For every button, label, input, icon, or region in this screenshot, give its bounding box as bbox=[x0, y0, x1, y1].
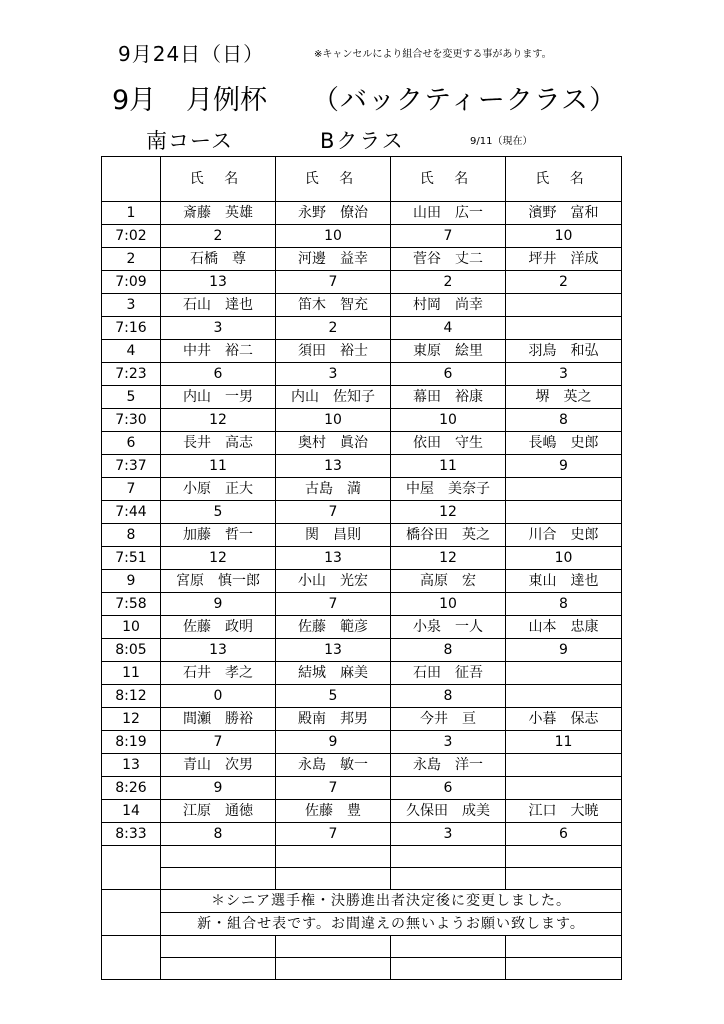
player-handicap: 8 bbox=[391, 685, 506, 708]
group-handicap-row bbox=[102, 317, 622, 340]
player-name: 江口 大暁 bbox=[506, 800, 622, 823]
tee-time: 8:26 bbox=[102, 777, 161, 800]
group-number: 4 bbox=[102, 340, 161, 363]
player-handicap: 9 bbox=[161, 777, 276, 800]
player-handicap: 7 bbox=[391, 225, 506, 248]
player-handicap: 4 bbox=[391, 317, 506, 340]
player-handicap: 11 bbox=[506, 731, 622, 754]
tee-time: 7:58 bbox=[102, 593, 161, 616]
tee-time: 7:23 bbox=[102, 363, 161, 386]
group-number: 12 bbox=[102, 708, 161, 731]
tee-time: 7:02 bbox=[102, 225, 161, 248]
group-number: 6 bbox=[102, 432, 161, 455]
player-name: 長嶋 史郎 bbox=[506, 432, 622, 455]
player-handicap: 9 bbox=[276, 731, 391, 754]
group-handicap-row bbox=[102, 685, 622, 708]
group-name-row bbox=[102, 616, 622, 639]
tee-time: 7:30 bbox=[102, 409, 161, 432]
group-number: 1 bbox=[102, 202, 161, 225]
cancellation-notice: ※キャンセルにより組合せを変更する事があります。 bbox=[314, 49, 552, 60]
player-name: 殿南 邦男 bbox=[276, 708, 391, 731]
player-name bbox=[506, 662, 622, 685]
empty-cell bbox=[161, 868, 276, 890]
player-name: 間瀬 勝裕 bbox=[161, 708, 276, 731]
group-number: 10 bbox=[102, 616, 161, 639]
player-name: 斎藤 英雄 bbox=[161, 202, 276, 225]
player-handicap: 5 bbox=[276, 685, 391, 708]
group-number: 2 bbox=[102, 248, 161, 271]
player-name: 古島 満 bbox=[276, 478, 391, 501]
name-header: 氏 名 bbox=[506, 157, 622, 202]
player-name: 今井 亘 bbox=[391, 708, 506, 731]
player-name: 石橋 尊 bbox=[161, 248, 276, 271]
group-handicap-row bbox=[102, 271, 622, 294]
player-handicap: 5 bbox=[161, 501, 276, 524]
player-handicap: 10 bbox=[391, 409, 506, 432]
group-name-row bbox=[102, 800, 622, 823]
group-handicap-row bbox=[102, 639, 622, 662]
player-name: 川合 史郎 bbox=[506, 524, 622, 547]
player-name: 村岡 尚幸 bbox=[391, 294, 506, 317]
player-name: 笛木 智充 bbox=[276, 294, 391, 317]
player-handicap: 6 bbox=[391, 363, 506, 386]
player-name: 依田 守生 bbox=[391, 432, 506, 455]
player-name bbox=[506, 478, 622, 501]
player-handicap bbox=[506, 317, 622, 340]
player-name: 石井 孝之 bbox=[161, 662, 276, 685]
player-handicap: 8 bbox=[161, 823, 276, 846]
player-handicap: 3 bbox=[161, 317, 276, 340]
empty-row bbox=[102, 868, 622, 890]
player-handicap: 3 bbox=[506, 363, 622, 386]
group-handicap-row bbox=[102, 593, 622, 616]
player-name: 永島 洋一 bbox=[391, 754, 506, 777]
player-name: 羽鳥 和弘 bbox=[506, 340, 622, 363]
group-number: 7 bbox=[102, 478, 161, 501]
note-line-2: 新・組合せ表です。お間違えの無いようお願い致します。 bbox=[161, 913, 622, 936]
event-date: 9月24日（日） bbox=[118, 42, 265, 66]
empty-cell bbox=[161, 958, 276, 980]
player-handicap: 9 bbox=[506, 639, 622, 662]
player-handicap: 7 bbox=[161, 731, 276, 754]
player-name: 堺 英之 bbox=[506, 386, 622, 409]
group-number: 3 bbox=[102, 294, 161, 317]
player-name: 小山 光宏 bbox=[276, 570, 391, 593]
player-handicap: 13 bbox=[161, 271, 276, 294]
player-handicap: 12 bbox=[161, 409, 276, 432]
group-number: 14 bbox=[102, 800, 161, 823]
player-handicap: 7 bbox=[276, 593, 391, 616]
player-name: 内山 一男 bbox=[161, 386, 276, 409]
player-name: 濱野 富和 bbox=[506, 202, 622, 225]
player-name bbox=[506, 754, 622, 777]
group-handicap-row bbox=[102, 547, 622, 570]
group-name-row bbox=[102, 432, 622, 455]
pairings-table bbox=[101, 156, 622, 980]
player-handicap: 13 bbox=[276, 639, 391, 662]
empty-cell bbox=[276, 958, 391, 980]
player-handicap: 12 bbox=[161, 547, 276, 570]
group-handicap-row bbox=[102, 501, 622, 524]
tee-time: 7:09 bbox=[102, 271, 161, 294]
player-handicap: 10 bbox=[506, 547, 622, 570]
player-handicap: 9 bbox=[506, 455, 622, 478]
group-number: 8 bbox=[102, 524, 161, 547]
player-name: 内山 佐知子 bbox=[276, 386, 391, 409]
group-number: 13 bbox=[102, 754, 161, 777]
player-handicap: 3 bbox=[391, 823, 506, 846]
player-name: 山本 忠康 bbox=[506, 616, 622, 639]
title-class: （バックティークラス） bbox=[312, 85, 618, 116]
player-name: 東原 絵里 bbox=[391, 340, 506, 363]
player-handicap: 0 bbox=[161, 685, 276, 708]
player-name: 須田 裕士 bbox=[276, 340, 391, 363]
note-line-1: ＊シニア選手権・決勝進出者決定後に変更しました。 bbox=[161, 890, 622, 913]
player-name: 菅谷 丈二 bbox=[391, 248, 506, 271]
tee-time: 8:33 bbox=[102, 823, 161, 846]
player-handicap: 10 bbox=[391, 593, 506, 616]
player-handicap: 6 bbox=[391, 777, 506, 800]
player-name: 中井 裕二 bbox=[161, 340, 276, 363]
player-name: 河邊 益幸 bbox=[276, 248, 391, 271]
player-handicap bbox=[506, 501, 622, 524]
group-name-row bbox=[102, 386, 622, 409]
player-handicap: 8 bbox=[506, 409, 622, 432]
player-handicap: 10 bbox=[276, 409, 391, 432]
class-label: Bクラス bbox=[320, 129, 405, 153]
empty-cell bbox=[276, 868, 391, 890]
name-header: 氏 名 bbox=[391, 157, 506, 202]
player-handicap: 7 bbox=[276, 823, 391, 846]
player-name: 中屋 美奈子 bbox=[391, 478, 506, 501]
group-handicap-row bbox=[102, 225, 622, 248]
group-handicap-row bbox=[102, 409, 622, 432]
player-handicap: 9 bbox=[161, 593, 276, 616]
name-header: 氏 名 bbox=[161, 157, 276, 202]
player-handicap: 3 bbox=[391, 731, 506, 754]
header-row bbox=[102, 157, 622, 202]
empty-row bbox=[102, 936, 622, 958]
title-month: 9月 bbox=[112, 85, 157, 116]
player-name: 佐藤 政明 bbox=[161, 616, 276, 639]
player-name: 石山 達也 bbox=[161, 294, 276, 317]
player-handicap: 7 bbox=[276, 501, 391, 524]
group-number: 11 bbox=[102, 662, 161, 685]
empty-cell bbox=[391, 936, 506, 958]
empty-cell bbox=[161, 846, 276, 868]
empty-cell bbox=[276, 936, 391, 958]
empty-number-cell bbox=[102, 846, 161, 890]
empty-cell bbox=[391, 846, 506, 868]
player-handicap: 8 bbox=[506, 593, 622, 616]
player-name: 江原 通徳 bbox=[161, 800, 276, 823]
group-handicap-row bbox=[102, 731, 622, 754]
player-name: 青山 次男 bbox=[161, 754, 276, 777]
course-name: 南コース bbox=[146, 129, 233, 153]
player-handicap: 7 bbox=[276, 271, 391, 294]
group-handicap-row bbox=[102, 455, 622, 478]
group-name-row bbox=[102, 248, 622, 271]
player-handicap bbox=[506, 777, 622, 800]
empty-cell bbox=[276, 846, 391, 868]
player-name: 永野 僚治 bbox=[276, 202, 391, 225]
player-name: 宮原 慎一郎 bbox=[161, 570, 276, 593]
empty-row bbox=[102, 846, 622, 868]
group-name-row bbox=[102, 294, 622, 317]
player-name: 永島 敏一 bbox=[276, 754, 391, 777]
group-handicap-row bbox=[102, 363, 622, 386]
empty-cell bbox=[391, 958, 506, 980]
player-name: 橋谷田 英之 bbox=[391, 524, 506, 547]
note-blank-cell bbox=[102, 890, 161, 936]
player-handicap: 11 bbox=[161, 455, 276, 478]
empty-cell bbox=[506, 936, 622, 958]
player-name bbox=[506, 294, 622, 317]
name-header: 氏 名 bbox=[276, 157, 391, 202]
group-name-row bbox=[102, 754, 622, 777]
player-name: 結城 麻美 bbox=[276, 662, 391, 685]
player-name: 高原 宏 bbox=[391, 570, 506, 593]
player-handicap: 10 bbox=[276, 225, 391, 248]
header-blank-cell bbox=[102, 157, 161, 202]
player-handicap: 11 bbox=[391, 455, 506, 478]
empty-number-cell bbox=[102, 936, 161, 980]
player-handicap: 2 bbox=[161, 225, 276, 248]
player-handicap: 10 bbox=[506, 225, 622, 248]
player-handicap bbox=[506, 685, 622, 708]
group-name-row bbox=[102, 570, 622, 593]
tee-time: 8:19 bbox=[102, 731, 161, 754]
player-handicap: 13 bbox=[276, 455, 391, 478]
player-name: 佐藤 範彦 bbox=[276, 616, 391, 639]
player-handicap: 12 bbox=[391, 501, 506, 524]
player-handicap: 6 bbox=[506, 823, 622, 846]
player-name: 石田 征吾 bbox=[391, 662, 506, 685]
player-name: 坪井 洋成 bbox=[506, 248, 622, 271]
tee-time: 8:12 bbox=[102, 685, 161, 708]
player-name: 佐藤 豊 bbox=[276, 800, 391, 823]
empty-cell bbox=[161, 936, 276, 958]
empty-cell bbox=[506, 868, 622, 890]
group-name-row bbox=[102, 662, 622, 685]
player-handicap: 7 bbox=[276, 777, 391, 800]
group-handicap-row bbox=[102, 823, 622, 846]
tee-time: 8:05 bbox=[102, 639, 161, 662]
player-handicap: 12 bbox=[391, 547, 506, 570]
tee-time: 7:44 bbox=[102, 501, 161, 524]
note-row bbox=[102, 890, 622, 913]
player-name: 東山 達也 bbox=[506, 570, 622, 593]
tee-time: 7:51 bbox=[102, 547, 161, 570]
player-handicap: 13 bbox=[161, 639, 276, 662]
empty-cell bbox=[391, 868, 506, 890]
group-number: 5 bbox=[102, 386, 161, 409]
player-handicap: 6 bbox=[161, 363, 276, 386]
player-handicap: 3 bbox=[276, 363, 391, 386]
title-competition: 月例杯 bbox=[186, 85, 267, 116]
group-name-row bbox=[102, 524, 622, 547]
group-handicap-row bbox=[102, 777, 622, 800]
player-name: 久保田 成美 bbox=[391, 800, 506, 823]
player-handicap: 2 bbox=[276, 317, 391, 340]
player-name: 関 昌則 bbox=[276, 524, 391, 547]
note-row bbox=[102, 913, 622, 936]
player-handicap: 2 bbox=[506, 271, 622, 294]
player-name: 奥村 眞治 bbox=[276, 432, 391, 455]
player-name: 小暮 保志 bbox=[506, 708, 622, 731]
player-name: 小泉 一人 bbox=[391, 616, 506, 639]
group-number: 9 bbox=[102, 570, 161, 593]
player-name: 長井 高志 bbox=[161, 432, 276, 455]
player-handicap: 8 bbox=[391, 639, 506, 662]
player-name: 幕田 裕康 bbox=[391, 386, 506, 409]
player-handicap: 2 bbox=[391, 271, 506, 294]
player-name: 小原 正大 bbox=[161, 478, 276, 501]
as-of-date: 9/11（現在） bbox=[470, 136, 533, 147]
player-name: 山田 広一 bbox=[391, 202, 506, 225]
player-handicap: 13 bbox=[276, 547, 391, 570]
tee-time: 7:37 bbox=[102, 455, 161, 478]
group-name-row bbox=[102, 202, 622, 225]
tee-time: 7:16 bbox=[102, 317, 161, 340]
group-name-row bbox=[102, 340, 622, 363]
empty-cell bbox=[506, 846, 622, 868]
empty-cell bbox=[506, 958, 622, 980]
group-name-row bbox=[102, 478, 622, 501]
empty-row bbox=[102, 958, 622, 980]
group-name-row bbox=[102, 708, 622, 731]
player-name: 加藤 哲一 bbox=[161, 524, 276, 547]
